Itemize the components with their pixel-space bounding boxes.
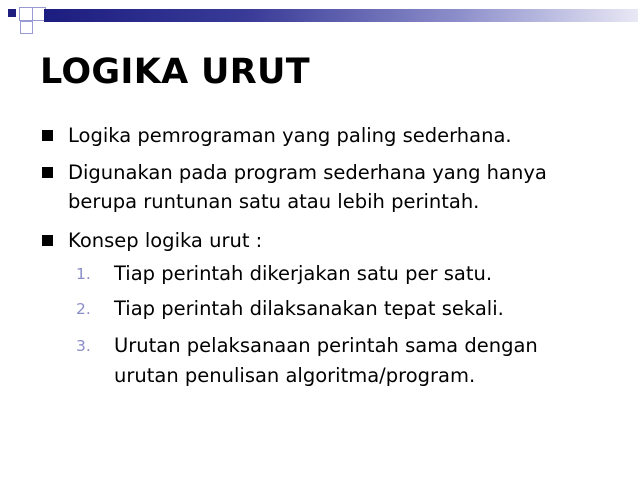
square-bullet-icon bbox=[42, 130, 53, 141]
numbered-text: Urutan pelaksanaan perintah sama dengan bbox=[114, 334, 538, 357]
square-bullet-icon bbox=[42, 167, 53, 178]
numbered-item bbox=[76, 294, 504, 324]
item-number: 2. bbox=[76, 300, 91, 318]
header-gradient-bar bbox=[44, 9, 638, 22]
bullet-text: Digunakan pada program sederhana yang hanya bbox=[68, 161, 547, 184]
item-number: 3. bbox=[76, 337, 91, 355]
numbered-text: Tiap perintah dilaksanakan tepat sekali. bbox=[114, 297, 504, 320]
bullet-item bbox=[68, 226, 262, 255]
numbered-item bbox=[76, 259, 493, 289]
decor-square-outline bbox=[19, 7, 33, 21]
bullet-text: Konsep logika urut : bbox=[68, 229, 263, 252]
bullet-text: berupa runtunan satu atau lebih perintah. bbox=[68, 190, 480, 213]
item-number: 1. bbox=[76, 265, 91, 283]
square-bullet-icon bbox=[42, 235, 53, 246]
decor-square-filled bbox=[8, 9, 16, 17]
numbered-text: urutan penulisan algoritma/program. bbox=[114, 364, 476, 387]
numbered-item bbox=[76, 331, 538, 391]
bullet-text: Logika pemrograman yang paling sederhana. bbox=[68, 124, 512, 147]
slide-title: LOGIKA URUT bbox=[40, 52, 310, 92]
decor-square-outline bbox=[20, 21, 33, 34]
bullet-item bbox=[68, 121, 512, 150]
numbered-text: Tiap perintah dikerjakan satu per satu. bbox=[114, 262, 493, 285]
bullet-item bbox=[68, 158, 547, 216]
